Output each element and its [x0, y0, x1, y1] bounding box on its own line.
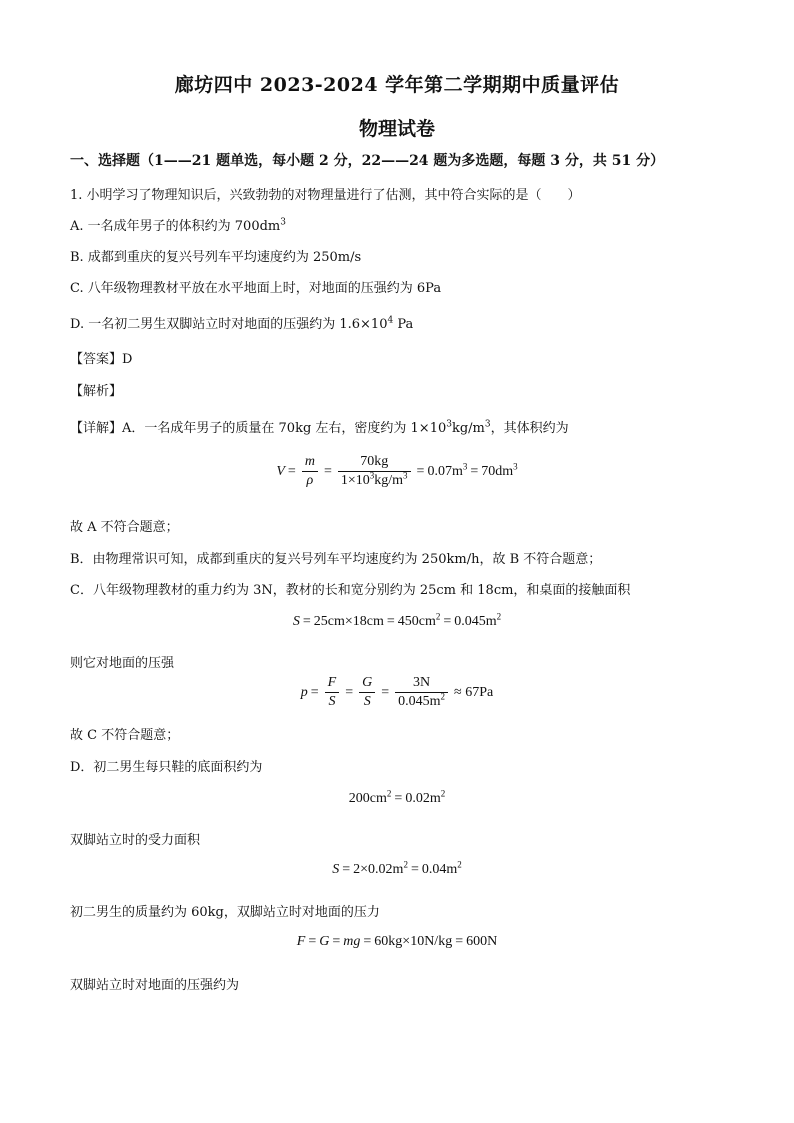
equation-volume: V = $\frac{m}{\rho}$ = $\frac{70kg}{1\times 10^3kg/m^3}$ = $0.07m^3$ = $70dm^3$	[276, 454, 518, 488]
equation-feet-area: S = $2\times 0.02m^2$ = $0.04m^2$	[332, 859, 462, 877]
eq1-r2-sup: 3	[513, 460, 518, 471]
eq1-f2-den	[338, 472, 411, 489]
eq1-f1-num: m	[302, 454, 318, 472]
eq3-f2-den: S	[363, 694, 371, 709]
option-d-text: D. 一名初二男生双脚站立时对地面的压强约为 1.6×10	[70, 317, 388, 332]
detail-c-conclusion: 故 C 不符合题意；	[70, 728, 180, 743]
page-subtitle: 物理试卷	[358, 118, 435, 140]
option-a-text: A. 一名成年男子的体积约为 700dm	[70, 219, 281, 234]
page-title: 廊坊四中 2023-2024 学年第二学期期中质量评估	[174, 74, 620, 96]
section-heading: 一、选择题（1——21 题单选，每小题 2 分，22——24 题为多选题，每题 3 分，共 51 分）	[70, 153, 665, 169]
eq3-lhs: p	[300, 684, 308, 700]
option-d-sup: 4	[387, 315, 394, 326]
eq6-g: G	[319, 934, 330, 949]
detail-d-text: D．初二男生每只鞋的底面积约为	[70, 760, 263, 775]
eq3-f3-den-sup: 2	[440, 691, 446, 702]
eq4-rhs: 0.02m	[405, 791, 441, 806]
detail-c-text: C．八年级物理教材的重力约为 3N，教材的长和宽分别约为 25cm 和 18cm，和桌面的接触面积	[70, 583, 631, 598]
detail-a-conclusion: 故 A 不符合题意；	[70, 520, 179, 535]
eq5-lhs: S	[332, 862, 340, 877]
eq5-rhs: 0.04m	[421, 862, 458, 877]
eq4-lhs-group	[348, 788, 392, 807]
equation-force: F = G = mg = 60kg×10N/kg = 600N	[296, 934, 498, 949]
detail-d-area-label: 双脚站立时的受力面积	[70, 833, 201, 848]
eq3-result: ≈ 67Pa	[454, 684, 494, 700]
option-d-unit: Pa	[393, 317, 414, 332]
detail-a-intro-text: 【详解】A．一名成年男子的质量在 70kg 左右，密度约为 1×10	[70, 421, 447, 436]
eq6-f: F	[296, 934, 306, 949]
eq3-fraction-1	[325, 675, 340, 710]
eq5-rhs-group	[421, 859, 462, 878]
eq2-expr: 25cm×18cm	[313, 614, 384, 629]
eq3-f3-den	[395, 693, 448, 710]
eq1-r1-sup: 3	[462, 460, 468, 471]
eq5-expr-group	[353, 859, 408, 878]
eq1-fraction-1	[302, 454, 318, 489]
eq3-f1-den: S	[328, 694, 336, 709]
answer-label: 【答案】D	[70, 352, 133, 367]
eq1-f2-num: 70kg	[338, 454, 411, 472]
eq4-lhs: 200cm	[348, 791, 387, 806]
eq1-fraction-2	[338, 454, 411, 489]
option-a	[70, 215, 286, 234]
eq2-result-1	[397, 611, 441, 630]
equation-area: S = 25cm×18cm = $450cm^2$ = $0.045m^2$	[292, 611, 502, 629]
eq1-f1-den: ρ	[306, 473, 314, 488]
detail-a-intro-sup: 3	[446, 419, 452, 430]
equation-pressure-c: p = $\frac{F}{S}$ = $\frac{G}{S}$ = $\frac{3N}{0.045m^2}$ ≈ 67Pa	[300, 675, 494, 709]
option-c: C. 八年级物理教材平放在水平地面上时，对地面的压强约为 6Pa	[70, 281, 442, 296]
eq6-mg: mg	[343, 934, 361, 949]
eq2-r2-sup: 2	[496, 611, 502, 622]
eq5-expr-sup: 2	[403, 859, 408, 870]
eq4-lhs-sup: 2	[386, 788, 392, 799]
eq6-result: 600N	[466, 934, 498, 949]
eq2-r2: 0.045m	[454, 614, 497, 629]
detail-b-text: B．由物理常识可知，成都到重庆的复兴号列车平均速度约为 250km/h，故 B 不符合题意；	[70, 552, 602, 567]
detail-a-intro-sup2: 3	[484, 419, 491, 430]
equation-shoe-area: $200cm^2$ = $0.02m^2$	[348, 788, 446, 806]
detail-c-pressure-label: 则它对地面的压强	[70, 656, 175, 671]
eq2-lhs: S	[292, 614, 300, 629]
eq3-f3-den-val: 0.045m	[398, 694, 441, 709]
eq2-result-2	[454, 611, 502, 630]
eq3-fraction-2	[359, 675, 375, 710]
eq3-f3-num: 3N	[395, 675, 448, 693]
eq4-rhs-sup: 2	[440, 788, 446, 799]
option-b: B. 成都到重庆的复兴号列车平均速度约为 250m/s	[70, 250, 362, 265]
option-d	[70, 313, 413, 332]
eq6-expr: 60kg×10N/kg	[374, 934, 453, 949]
detail-d-mass-text: 初二男生的质量约为 60kg，双脚站立时对地面的压力	[70, 905, 380, 920]
eq3-f1-num: F	[325, 675, 340, 693]
detail-a-intro	[70, 417, 569, 436]
eq4-rhs-group	[405, 788, 446, 807]
eq1-f2-den-unit-sup: 3	[403, 470, 408, 481]
option-a-sup: 3	[280, 217, 286, 228]
eq1-lhs: V	[276, 463, 285, 479]
eq5-expr: 2×0.02m	[353, 862, 404, 877]
eq1-result-2	[481, 460, 518, 480]
detail-a-intro-tail: ，其体积约为	[490, 421, 569, 436]
detail-a-intro-unit: kg/m	[451, 421, 485, 436]
eq1-r2: 70dm	[481, 463, 514, 479]
detail-d-pressure-label: 双脚站立时对地面的压强约为	[70, 978, 240, 993]
analysis-label: 【解析】	[70, 384, 123, 399]
eq1-f2-den-sup: 3	[369, 470, 375, 481]
question-stem: 1. 小明学习了物理知识后，兴致勃勃的对物理量进行了估测，其中符合实际的是（ ）	[70, 188, 581, 203]
eq3-f2-num: G	[359, 675, 375, 693]
eq2-r1: 450cm	[397, 614, 436, 629]
eq2-r1-sup: 2	[435, 611, 441, 622]
eq1-result-1	[427, 460, 468, 480]
eq1-f2-den-unit: kg/m	[374, 473, 404, 488]
eq1-f2-den-coef: 1×10	[340, 473, 370, 488]
eq3-fraction-3	[395, 675, 448, 710]
eq5-rhs-sup: 2	[457, 859, 462, 870]
eq1-r1: 0.07m	[427, 463, 463, 479]
